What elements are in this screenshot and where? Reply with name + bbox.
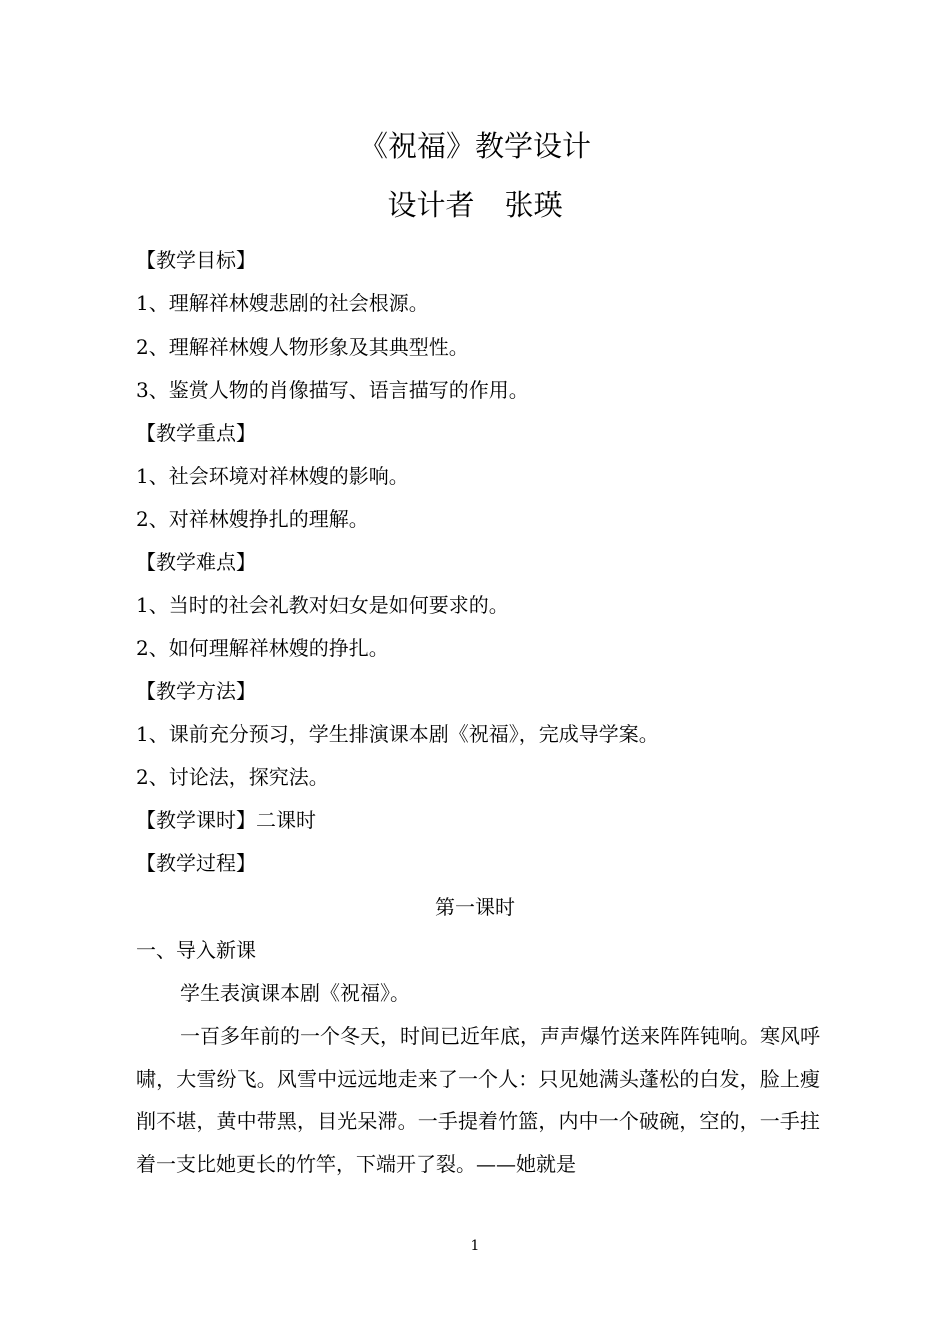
page-number: 1 bbox=[470, 1238, 480, 1254]
method-item: 1、课前充分预习，学生排演课本剧《祝福》，完成导学案。 bbox=[136, 722, 659, 746]
objectives-heading: 【教学目标】 bbox=[136, 248, 256, 272]
difficulties-heading: 【教学难点】 bbox=[136, 550, 256, 574]
objective-item: 1、理解祥林嫂悲剧的社会根源。 bbox=[136, 291, 429, 315]
key-point-item: 1、社会环境对祥林嫂的影响。 bbox=[136, 464, 409, 488]
methods-heading: 【教学方法】 bbox=[136, 679, 256, 703]
method-item: 2、讨论法，探究法。 bbox=[136, 765, 329, 789]
author-name: 张瑛 bbox=[504, 188, 563, 222]
lesson-one-heading: 第一课时 bbox=[435, 895, 515, 919]
document-author bbox=[0, 187, 950, 223]
difficulty-item: 2、如何理解祥林嫂的挣扎。 bbox=[136, 636, 389, 660]
objective-item: 3、鉴赏人物的肖像描写、语言描写的作用。 bbox=[136, 378, 529, 402]
objective-item: 2、理解祥林嫂人物形象及其典型性。 bbox=[136, 335, 469, 359]
author-label: 设计者 bbox=[387, 188, 475, 222]
step-one-heading: 一、导入新课 bbox=[136, 938, 256, 962]
document-title: 《祝福》教学设计 bbox=[358, 129, 591, 163]
step-one-intro: 学生表演课本剧《祝福》。 bbox=[180, 981, 410, 1005]
key-points-heading: 【教学重点】 bbox=[136, 421, 256, 445]
process-heading: 【教学过程】 bbox=[136, 851, 256, 875]
difficulty-item: 1、当时的社会礼教对妇女是如何要求的。 bbox=[136, 593, 509, 617]
hours-line: 【教学课时】二课时 bbox=[136, 808, 316, 832]
key-point-item: 2、对祥林嫂挣扎的理解。 bbox=[136, 507, 369, 531]
step-one-paragraph: 一百多年前的一个冬天，时间已近年底，声声爆竹送来阵阵钝响。寒风呼啸，大雪纷飞。风雪中远远地走来了一个人：只见她满头蓬松的白发，脸上瘦削不堪，黄中带黑，目光呆滞。一手提着竹篮，内中一个破碗，空的，一手拄着一支比她更长的竹竿，下端开了裂。——她就是 bbox=[136, 1024, 820, 1177]
